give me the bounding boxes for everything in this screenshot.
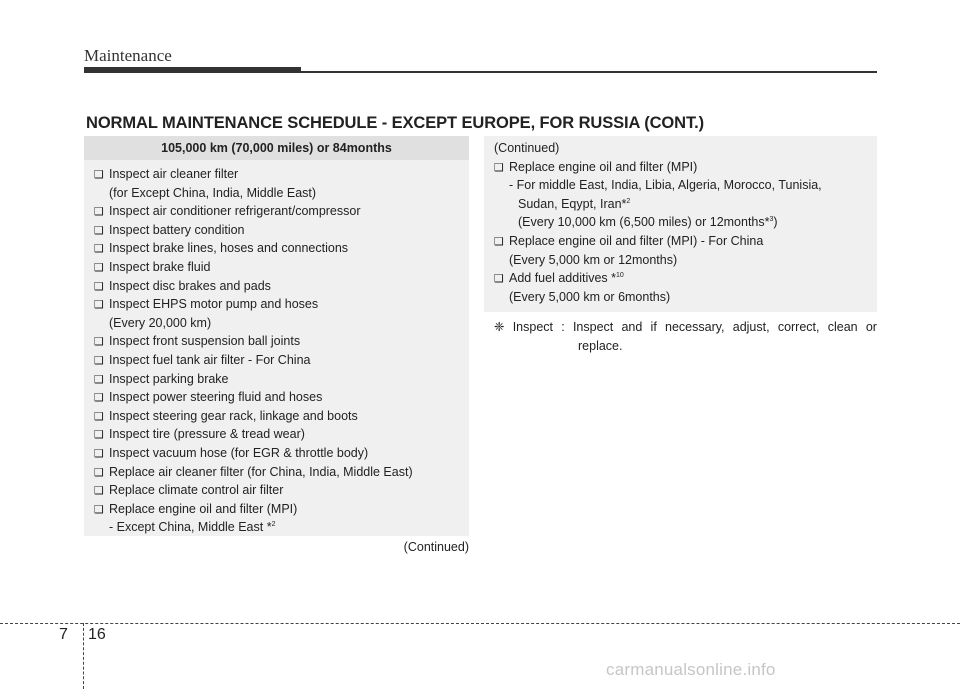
schedule-item	[94, 221, 466, 240]
schedule-item	[94, 444, 466, 463]
note-word: correct,	[777, 320, 820, 334]
note-word: Inspect	[512, 320, 554, 334]
note-word: :	[561, 320, 565, 334]
checkbox-icon: ❑	[94, 243, 104, 256]
schedule-item-text: - For middle East, India, Libia, Algeria, Morocco, Tunisia,	[509, 178, 822, 193]
footnote-marker: 2	[271, 521, 276, 529]
schedule-item-text: Inspect disc brakes and pads	[109, 278, 271, 293]
checkbox-icon: ❑	[94, 261, 104, 274]
inspect-note-line1	[494, 318, 877, 337]
schedule-item-text: (Continued)	[494, 141, 560, 155]
left-continued-label: (Continued)	[403, 540, 469, 554]
left-panel	[84, 136, 469, 536]
schedule-item	[94, 258, 466, 277]
checkbox-icon: ❑	[94, 410, 104, 423]
checkbox-icon: ❑	[94, 485, 104, 498]
section-title: NORMAL MAINTENANCE SCHEDULE - EXCEPT EUROPE, FOR RUSSIA (CONT.)	[86, 114, 704, 132]
checkbox-icon: ❑	[494, 273, 504, 286]
footnote-marker: 10	[616, 272, 624, 279]
schedule-item-text: Inspect front suspension ball joints	[109, 334, 301, 349]
checkbox-icon: ❑	[94, 169, 104, 181]
schedule-item-text: Inspect brake fluid	[109, 259, 211, 274]
schedule-item-text: Replace engine oil and filter (MPI)	[109, 501, 298, 516]
note-word: adjust,	[732, 320, 770, 334]
left-panel-list	[94, 165, 466, 537]
schedule-item-text: Replace climate control air filter	[109, 483, 284, 498]
schedule-item-text: Inspect EHPS motor pump and hoses	[109, 297, 319, 312]
schedule-item	[94, 165, 466, 184]
page-number: 16	[88, 626, 106, 643]
schedule-item-text: Replace air cleaner filter (for China, India, Middle East)	[109, 464, 413, 479]
schedule-item-text: - Except China, Middle East *	[109, 520, 272, 535]
right-panel	[484, 136, 877, 312]
schedule-item	[94, 425, 466, 444]
schedule-note-line	[494, 195, 874, 214]
schedule-item-text: Inspect steering gear rack, linkage and boots	[109, 408, 358, 423]
footnote-marker: 2	[626, 197, 631, 205]
checkbox-icon: ❑	[494, 235, 504, 248]
schedule-item-text: (Every 10,000 km (6,500 miles) or 12months*	[518, 215, 770, 230]
note-word: clean	[827, 320, 858, 334]
schedule-item	[94, 370, 466, 389]
schedule-item-text: Inspect air conditioner refrigerant/compressor	[109, 204, 361, 219]
schedule-note-line	[94, 518, 466, 537]
schedule-item-text: (Every 20,000 km)	[109, 315, 212, 330]
checkbox-icon: ❑	[94, 447, 104, 460]
schedule-item	[94, 481, 466, 500]
schedule-item-text: Inspect tire (pressure & tread wear)	[109, 427, 305, 442]
schedule-item	[94, 351, 466, 370]
schedule-item-text: (Every 5,000 km or 12months)	[509, 252, 678, 267]
schedule-note-line	[494, 213, 874, 232]
footnote-marker: 3	[769, 216, 774, 224]
chapter-number: 7	[59, 626, 68, 643]
schedule-item	[94, 388, 466, 407]
checkbox-icon: ❑	[94, 336, 104, 349]
schedule-item-text: Inspect power steering fluid and hoses	[109, 390, 323, 405]
footer-rule-vertical	[83, 623, 84, 689]
schedule-item	[94, 500, 466, 519]
checkbox-icon: ❑	[94, 280, 104, 293]
schedule-note-line	[94, 314, 466, 333]
watermark: carmanualsonline.info	[606, 660, 776, 679]
checkbox-icon: ❑	[94, 299, 104, 312]
note-word: and	[621, 320, 643, 334]
page-header-title: Maintenance	[84, 46, 172, 65]
checkbox-icon: ❑	[494, 161, 504, 174]
schedule-note-line	[494, 288, 874, 307]
checkbox-icon: ❑	[94, 429, 104, 442]
note-word: or	[865, 320, 877, 334]
schedule-item-text: Inspect fuel tank air filter - For China	[109, 352, 311, 367]
checkbox-icon: ❑	[94, 373, 104, 386]
inspect-note	[494, 318, 877, 355]
schedule-item-text: (Every 5,000 km or 6months)	[509, 289, 671, 304]
header-rule	[84, 71, 877, 73]
note-symbol-icon: ❈	[494, 320, 505, 334]
schedule-note-line	[494, 176, 874, 195]
note-word: Inspect	[572, 320, 614, 334]
schedule-item	[494, 232, 874, 251]
schedule-item-text: (for Except China, India, Middle East)	[109, 185, 317, 200]
schedule-item	[94, 332, 466, 351]
schedule-item	[494, 158, 874, 177]
schedule-item	[94, 407, 466, 426]
schedule-item-text: Inspect vacuum hose (for EGR & throttle body)	[109, 445, 369, 460]
checkbox-icon: ❑	[94, 206, 104, 219]
note-word: necessary,	[665, 320, 725, 334]
schedule-item	[94, 277, 466, 296]
schedule-item-text: Add fuel additives *	[509, 271, 617, 286]
schedule-item	[94, 202, 466, 221]
right-panel-list	[494, 139, 874, 306]
schedule-item-text: Replace engine oil and filter (MPI) - For China	[509, 233, 764, 248]
schedule-note-line	[94, 184, 466, 203]
schedule-item-suffix: )	[773, 215, 778, 230]
checkbox-icon: ❑	[94, 354, 104, 367]
checkbox-icon: ❑	[94, 224, 104, 237]
schedule-item-text: Inspect air cleaner filter	[109, 167, 239, 181]
schedule-note-line	[494, 251, 874, 270]
footer-rule-horizontal	[0, 623, 960, 624]
schedule-item	[494, 269, 874, 288]
schedule-item-text: Inspect parking brake	[109, 371, 229, 386]
inspect-note-line2: replace.	[578, 338, 623, 353]
schedule-item-text: Inspect battery condition	[109, 222, 245, 237]
schedule-item	[94, 239, 466, 258]
schedule-item	[94, 463, 466, 482]
checkbox-icon: ❑	[94, 466, 104, 479]
schedule-note-line	[494, 139, 874, 158]
checkbox-icon: ❑	[94, 503, 104, 516]
schedule-item-text: Sudan, Eqypt, Iran*	[518, 196, 627, 211]
schedule-item-text: Replace engine oil and filter (MPI)	[509, 159, 698, 174]
schedule-item	[94, 295, 466, 314]
note-word: if	[650, 320, 657, 334]
schedule-item-text: Inspect brake lines, hoses and connections	[109, 241, 349, 256]
left-panel-heading: 105,000 km (70,000 miles) or 84months	[84, 136, 469, 160]
checkbox-icon: ❑	[94, 392, 104, 405]
